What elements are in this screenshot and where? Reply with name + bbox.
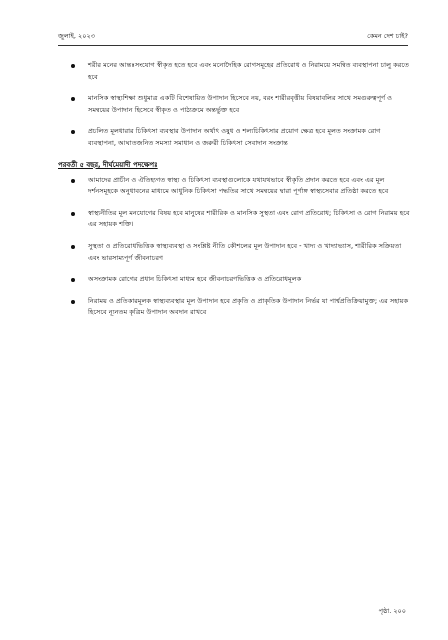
list-item-text: প্রচলিত মূলধারার চিকিৎসা ব্যবস্থার উপাদান অর্থাৎ ওষুধ ও শল্যচিকিৎসার প্রয়োগ ক্ষেত্র হবে মূলত সংক্রামক রোগ ব্যবস্থাপনা, আঘাতজনিত সমস্যা সমাধান ও জরুরী চিকিৎসা সেবাদান সংক্রান্ত — [88, 127, 381, 147]
page-header — [58, 30, 416, 42]
section-heading: পরবর্তী ৫ বছর, দীর্ঘমেয়াদী পদক্ষেপঃ — [58, 160, 158, 169]
list-item — [58, 208, 410, 231]
list-item-text: সুস্থতা ও প্রতিরোধভিত্তিক স্বাস্থ্যব্যবস্থা ও সংশ্লিষ্ট নীতি কৌশলের মূল উপাদান হবে - খাদ্য ও খাদ্যাভ্যাস, শারীরিক সক্রিয়তা এবং ভারসাম্যপূর্ণ জীবনাচরণ — [88, 241, 402, 262]
bullet-icon — [71, 64, 75, 68]
list-item — [58, 241, 410, 264]
document-body — [58, 60, 410, 329]
list-item-text: শরীর মনের আন্তঃসংযোগ স্বীকৃত হতে হবে এবং মনোদৈহিক রোগসমূহের প্রতিরোধ ও নিরাময়ে সমন্বিত ব্যবস্থাপনা চালু করতে হবে — [88, 61, 409, 81]
page-number: পৃষ্ঠা. ২০০ — [378, 607, 406, 615]
list-item-text: নিরাময় ও প্রতিকারমূলক স্বাস্থ্যব্যবস্থার মূল উপাদান হবে প্রকৃতি ও প্রাকৃতিক উপাদান নির্ভর যা পার্শ্বপ্রতিক্রিয়ামুক্ত; এর সহায়ক হিসেবে ন্যূনতম কৃত্রিম উপাদান অবদান রাখবে — [88, 296, 409, 317]
bullet-icon — [71, 212, 75, 216]
list-item — [58, 126, 410, 149]
list-item — [58, 175, 410, 198]
bullet-icon — [71, 130, 75, 134]
bullet-list-long-term — [58, 175, 410, 319]
bullet-icon — [71, 278, 75, 282]
list-item-text: মানসিক স্বাস্থ্যশিক্ষা শুধুমাত্র একটি বিশেষায়িত উপাদান হিসেবে নয়, বরং শারীরবৃত্তীয় বিষয়াবলির সাথে সমগুরুত্বপূর্ণ ও সমন্বয়ের উপাদান হিসেবে স্বীকৃত ও পাঠ্যক্রমে অন্তর্ভুক্ত হবে — [88, 94, 393, 114]
bullet-icon — [71, 300, 75, 304]
list-item — [58, 296, 410, 319]
bullet-icon — [71, 97, 75, 101]
list-item-text: স্বাস্থ্যনীতির মূল মনযোগের বিষয় হবে মানুষের শারীরিক ও মানসিক সুস্থতা এবং রোগ প্রতিরোধ; চিকিৎসা ও রোগ নিরাময় হবে এর সহায়ক শক্তি। — [88, 208, 410, 229]
bullet-icon — [71, 179, 75, 183]
list-item — [58, 60, 410, 83]
header-divider — [58, 45, 408, 46]
list-item-text: অসংক্রামক রোগের প্রধান চিকিৎসা মাধ্যম হবে জীবনাচরণভিত্তিক ও প্রতিরোধমূলক — [88, 275, 302, 284]
list-item — [58, 274, 410, 286]
list-item-text: আমাদের প্রাচীন ও ঐতিহ্যগত স্বাস্থ্য ও চিকিৎসা ব্যবস্থাগুলোকে যথাযথভাবে স্বীকৃতি প্রদান করতে হবে এবং এর মূল দর্শনসমূহকে অনুধাবনের মাধ্যমে আধুনিক চিকিৎসা পদ্ধতির সাথে সমন্বয়ের দ্বারা পূর্ণাঙ্গ স্বাস্থ্যসেবার প্রতিষ্ঠা করতে হবে — [88, 175, 389, 196]
header-title: কেমন দেশ চাই? — [367, 32, 408, 40]
bullet-icon — [71, 245, 75, 249]
list-item — [58, 93, 410, 116]
bullet-list-top — [58, 60, 410, 150]
header-date: জুলাই, ২০২৩ — [58, 32, 95, 40]
